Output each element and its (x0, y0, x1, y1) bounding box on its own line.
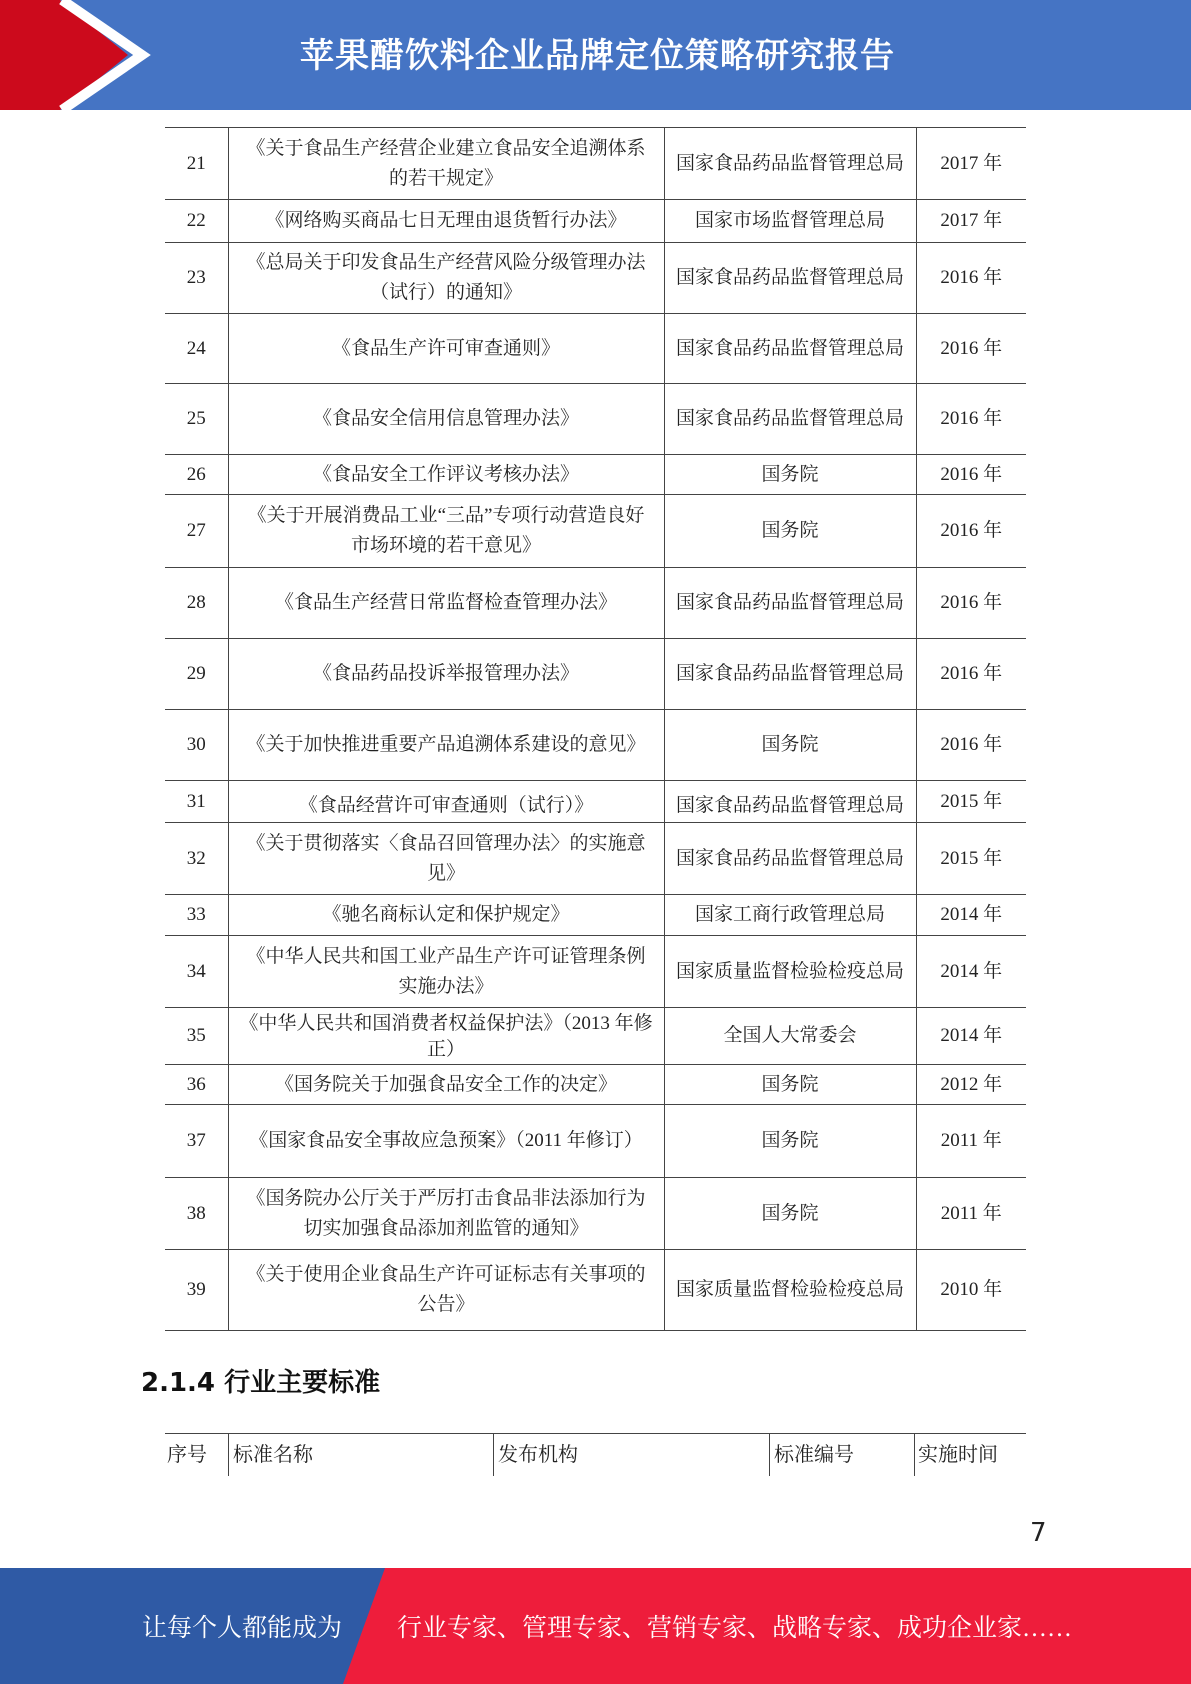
footer-slogan-right: 行业专家、管理专家、营销专家、战略专家、成功企业家…… (397, 1615, 1073, 1642)
row-number: 28 (165, 568, 228, 639)
report-title: 苹果醋饮料企业品牌定位策略研究报告 (300, 36, 895, 76)
row-number: 39 (165, 1250, 228, 1331)
issue-year: 2014 年 (916, 936, 1026, 1008)
regulation-name: 《总局关于印发食品生产经营风险分级管理办法（试行）的通知》 (228, 243, 664, 314)
footer-slogan-left: 让每个人都能成为 (142, 1615, 343, 1642)
issue-year: 2017 年 (916, 128, 1026, 200)
row-number: 23 (165, 243, 228, 314)
table-row (165, 823, 1026, 895)
table-row (165, 936, 1026, 1008)
table-row (165, 710, 1026, 781)
row-number: 27 (165, 495, 228, 568)
issuing-agency: 国家食品药品监督管理总局 (664, 823, 916, 895)
row-number: 35 (165, 1008, 228, 1065)
issue-year: 2014 年 (916, 895, 1026, 936)
table-row (165, 314, 1026, 384)
issue-year: 2010 年 (916, 1250, 1026, 1331)
table-row (165, 1105, 1026, 1178)
table-row (165, 384, 1026, 455)
issuing-agency: 全国人大常委会 (664, 1008, 916, 1065)
issuing-agency: 国家食品药品监督管理总局 (664, 314, 916, 384)
table-row (165, 895, 1026, 936)
row-number: 29 (165, 639, 228, 710)
regulation-name: 《食品安全信用信息管理办法》 (228, 384, 664, 455)
header-cell-code: 标准编号 (774, 1444, 854, 1466)
issuing-agency: 国家食品药品监督管理总局 (664, 128, 916, 200)
page-header (0, 0, 1191, 110)
section-heading: 2.1.4 行业主要标准 (141, 1368, 381, 1398)
issuing-agency: 国家食品药品监督管理总局 (664, 781, 916, 823)
issuing-agency: 国务院 (664, 710, 916, 781)
row-number: 21 (165, 128, 228, 200)
issuing-agency: 国家食品药品监督管理总局 (664, 568, 916, 639)
issue-year: 2016 年 (916, 568, 1026, 639)
column-divider (914, 1434, 915, 1476)
issuing-agency: 国务院 (664, 1178, 916, 1250)
issue-year: 2011 年 (916, 1105, 1026, 1178)
table-row (165, 1008, 1026, 1065)
regulation-name: 《关于贯彻落实〈食品召回管理办法〉的实施意见》 (228, 823, 664, 895)
regulation-name: 《食品经营许可审查通则（试行）》 (228, 781, 664, 823)
page-number: 7 (1030, 1518, 1047, 1548)
issue-year: 2015 年 (916, 823, 1026, 895)
issuing-agency: 国务院 (664, 495, 916, 568)
table-row (165, 128, 1026, 200)
issuing-agency: 国家食品药品监督管理总局 (664, 639, 916, 710)
row-number: 33 (165, 895, 228, 936)
regulation-name: 《关于加快推进重要产品追溯体系建设的意见》 (228, 710, 664, 781)
row-number: 22 (165, 200, 228, 243)
issuing-agency: 国务院 (664, 1105, 916, 1178)
regulation-name: 《中华人民共和国工业产品生产许可证管理条例实施办法》 (228, 936, 664, 1008)
regulation-name: 《关于开展消费品工业“三品”专项行动营造良好市场环境的若干意见》 (228, 495, 664, 568)
standards-table-header (165, 1433, 1026, 1476)
table-row (165, 1065, 1026, 1105)
issue-year: 2016 年 (916, 243, 1026, 314)
table-row (165, 568, 1026, 639)
column-divider (228, 1434, 229, 1476)
row-number: 36 (165, 1065, 228, 1105)
issuing-agency: 国家市场监督管理总局 (664, 200, 916, 243)
issuing-agency: 国家工商行政管理总局 (664, 895, 916, 936)
header-arrow-decoration (0, 0, 160, 110)
issue-year: 2014 年 (916, 1008, 1026, 1065)
row-number: 38 (165, 1178, 228, 1250)
issue-year: 2016 年 (916, 384, 1026, 455)
regulation-name: 《关于使用企业食品生产许可证标志有关事项的公告》 (228, 1250, 664, 1331)
issue-year: 2015 年 (916, 781, 1026, 823)
table-row (165, 243, 1026, 314)
regulation-name: 《网络购买商品七日无理由退货暂行办法》 (228, 200, 664, 243)
page-footer (0, 1568, 1191, 1684)
header-cell-name: 标准名称 (233, 1444, 313, 1466)
row-number: 37 (165, 1105, 228, 1178)
issue-year: 2016 年 (916, 455, 1026, 495)
issuing-agency: 国务院 (664, 1065, 916, 1105)
regulation-name: 《国家食品安全事故应急预案》（2011 年修订） (228, 1105, 664, 1178)
regulation-name: 《中华人民共和国消费者权益保护法》（2013 年修正） (228, 1008, 664, 1065)
column-divider (493, 1434, 494, 1476)
table-row (165, 1178, 1026, 1250)
issuing-agency: 国家质量监督检验检疫总局 (664, 936, 916, 1008)
issue-year: 2012 年 (916, 1065, 1026, 1105)
regulation-name: 《关于食品生产经营企业建立食品安全追溯体系的若干规定》 (228, 128, 664, 200)
table-row (165, 781, 1026, 823)
issuing-agency: 国务院 (664, 455, 916, 495)
regulations-table (165, 127, 1026, 1331)
regulation-name: 《国务院办公厅关于严厉打击食品非法添加行为切实加强食品添加剂监管的通知》 (228, 1178, 664, 1250)
row-number: 24 (165, 314, 228, 384)
row-number: 30 (165, 710, 228, 781)
regulation-name: 《食品生产经营日常监督检查管理办法》 (228, 568, 664, 639)
issuing-agency: 国家食品药品监督管理总局 (664, 384, 916, 455)
regulation-name: 《食品生产许可审查通则》 (228, 314, 664, 384)
issuing-agency: 国家食品药品监督管理总局 (664, 243, 916, 314)
regulation-name: 《食品药品投诉举报管理办法》 (228, 639, 664, 710)
column-divider (769, 1434, 770, 1476)
issue-year: 2016 年 (916, 314, 1026, 384)
issue-year: 2016 年 (916, 639, 1026, 710)
header-cell-number: 序号 (167, 1444, 207, 1466)
issue-year: 2016 年 (916, 710, 1026, 781)
regulation-name: 《食品安全工作评议考核办法》 (228, 455, 664, 495)
header-cell-date: 实施时间 (918, 1444, 998, 1466)
issuing-agency: 国家质量监督检验检疫总局 (664, 1250, 916, 1331)
issue-year: 2011 年 (916, 1178, 1026, 1250)
issue-year: 2017 年 (916, 200, 1026, 243)
row-number: 26 (165, 455, 228, 495)
row-number: 25 (165, 384, 228, 455)
table-row (165, 639, 1026, 710)
table-row (165, 200, 1026, 243)
row-number: 34 (165, 936, 228, 1008)
regulation-name: 《驰名商标认定和保护规定》 (228, 895, 664, 936)
regulation-name: 《国务院关于加强食品安全工作的决定》 (228, 1065, 664, 1105)
row-number: 32 (165, 823, 228, 895)
table-row (165, 1250, 1026, 1331)
issue-year: 2016 年 (916, 495, 1026, 568)
row-number: 31 (165, 781, 228, 823)
table-row (165, 495, 1026, 568)
table-row (165, 455, 1026, 495)
header-cell-agency: 发布机构 (498, 1444, 578, 1466)
